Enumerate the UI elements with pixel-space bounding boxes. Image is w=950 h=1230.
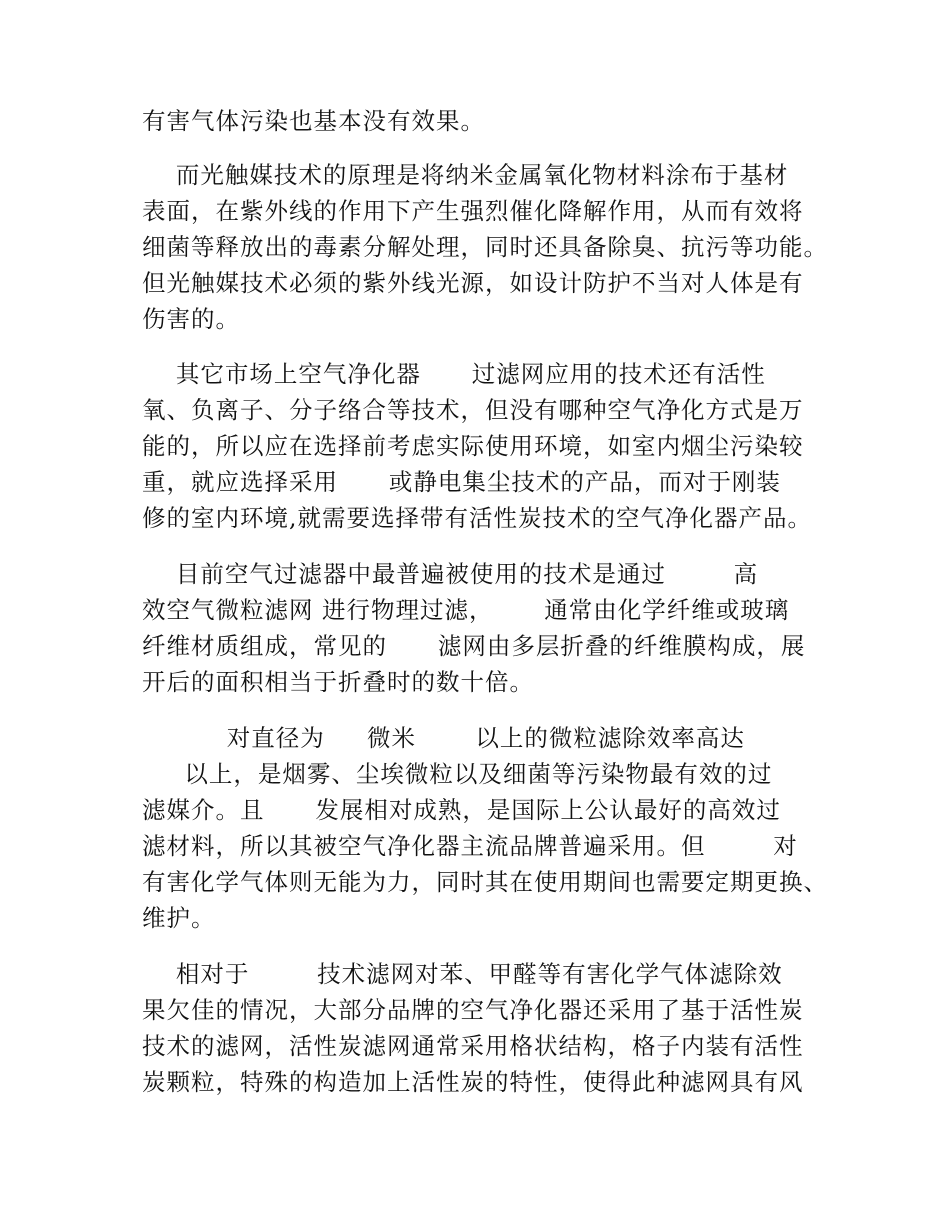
text-line: 纤维材质组成，常见的 滤网由多层折叠的纤维膜构成，展 [142, 632, 806, 660]
text-line: 开后的面积相当于折叠时的数十倍。 [142, 668, 534, 696]
text-line: 对直径为 微米 以上的微粒滤除效率高达 [142, 724, 745, 752]
text-line: 细菌等释放出的毒素分解处理，同时还具备除臭、抗污等功能。 [142, 233, 828, 261]
text-line: 有害化学气体则无能为力，同时其在使用期间也需要定期更换、 [142, 868, 828, 896]
text-line: 能的，所以应在选择前考虑实际使用环境，如室内烟尘污染较 [142, 432, 804, 460]
text-line: 滤媒介。且 发展相对成熟，是国际上公认最好的高效过 [142, 796, 781, 824]
text-line: 滤材料，所以其被空气净化器主流品牌普遍采用。但 对 [142, 832, 798, 860]
text-line: 而光触媒技术的原理是将纳米金属氧化物材料涂布于基材 [142, 161, 789, 189]
text-line: 表面，在紫外线的作用下产生强烈催化降解作用，从而有效将 [142, 197, 804, 225]
text-line: 效空气微粒滤网 进行物理过滤， 通常由化学纤维或玻璃 [142, 596, 790, 624]
text-line: 有害气体污染也基本没有效果。 [142, 107, 485, 135]
text-line: 目前空气过滤器中最普遍被使用的技术是通过 高 [142, 560, 759, 588]
text-line: 技术的滤网，活性炭滤网通常采用格状结构，格子内装有活性 [142, 1032, 804, 1060]
text-line: 维护。 [142, 904, 216, 932]
text-line: 炭颗粒，特殊的构造加上活性炭的特性，使得此种滤网具有风 [142, 1068, 804, 1096]
text-line: 但光触媒技术必须的紫外线光源，如设计防护不当对人体是有 [142, 269, 804, 297]
text-line: 果欠佳的情况，大部分品牌的空气净化器还采用了基于活性炭 [142, 996, 804, 1024]
text-line: 以上，是烟雾、尘埃微粒以及细菌等污染物最有效的过 [142, 760, 773, 788]
text-line: 其它市场上空气净化器 过滤网应用的技术还有活性 [142, 360, 766, 388]
text-line: 伤害的。 [142, 305, 240, 333]
text-line: 重，就应选择采用 或静电集尘技术的产品，而对于刚装 [142, 468, 781, 496]
text-line: 修的室内环境,就需要选择带有活性炭技术的空气净化器产品。 [142, 504, 812, 532]
text-line: 氧、负离子、分子络合等技术，但没有哪种空气净化方式是万 [142, 396, 804, 424]
text-line: 相对于 技术滤网对苯、甲醛等有害化学气体滤除效 [142, 960, 783, 988]
